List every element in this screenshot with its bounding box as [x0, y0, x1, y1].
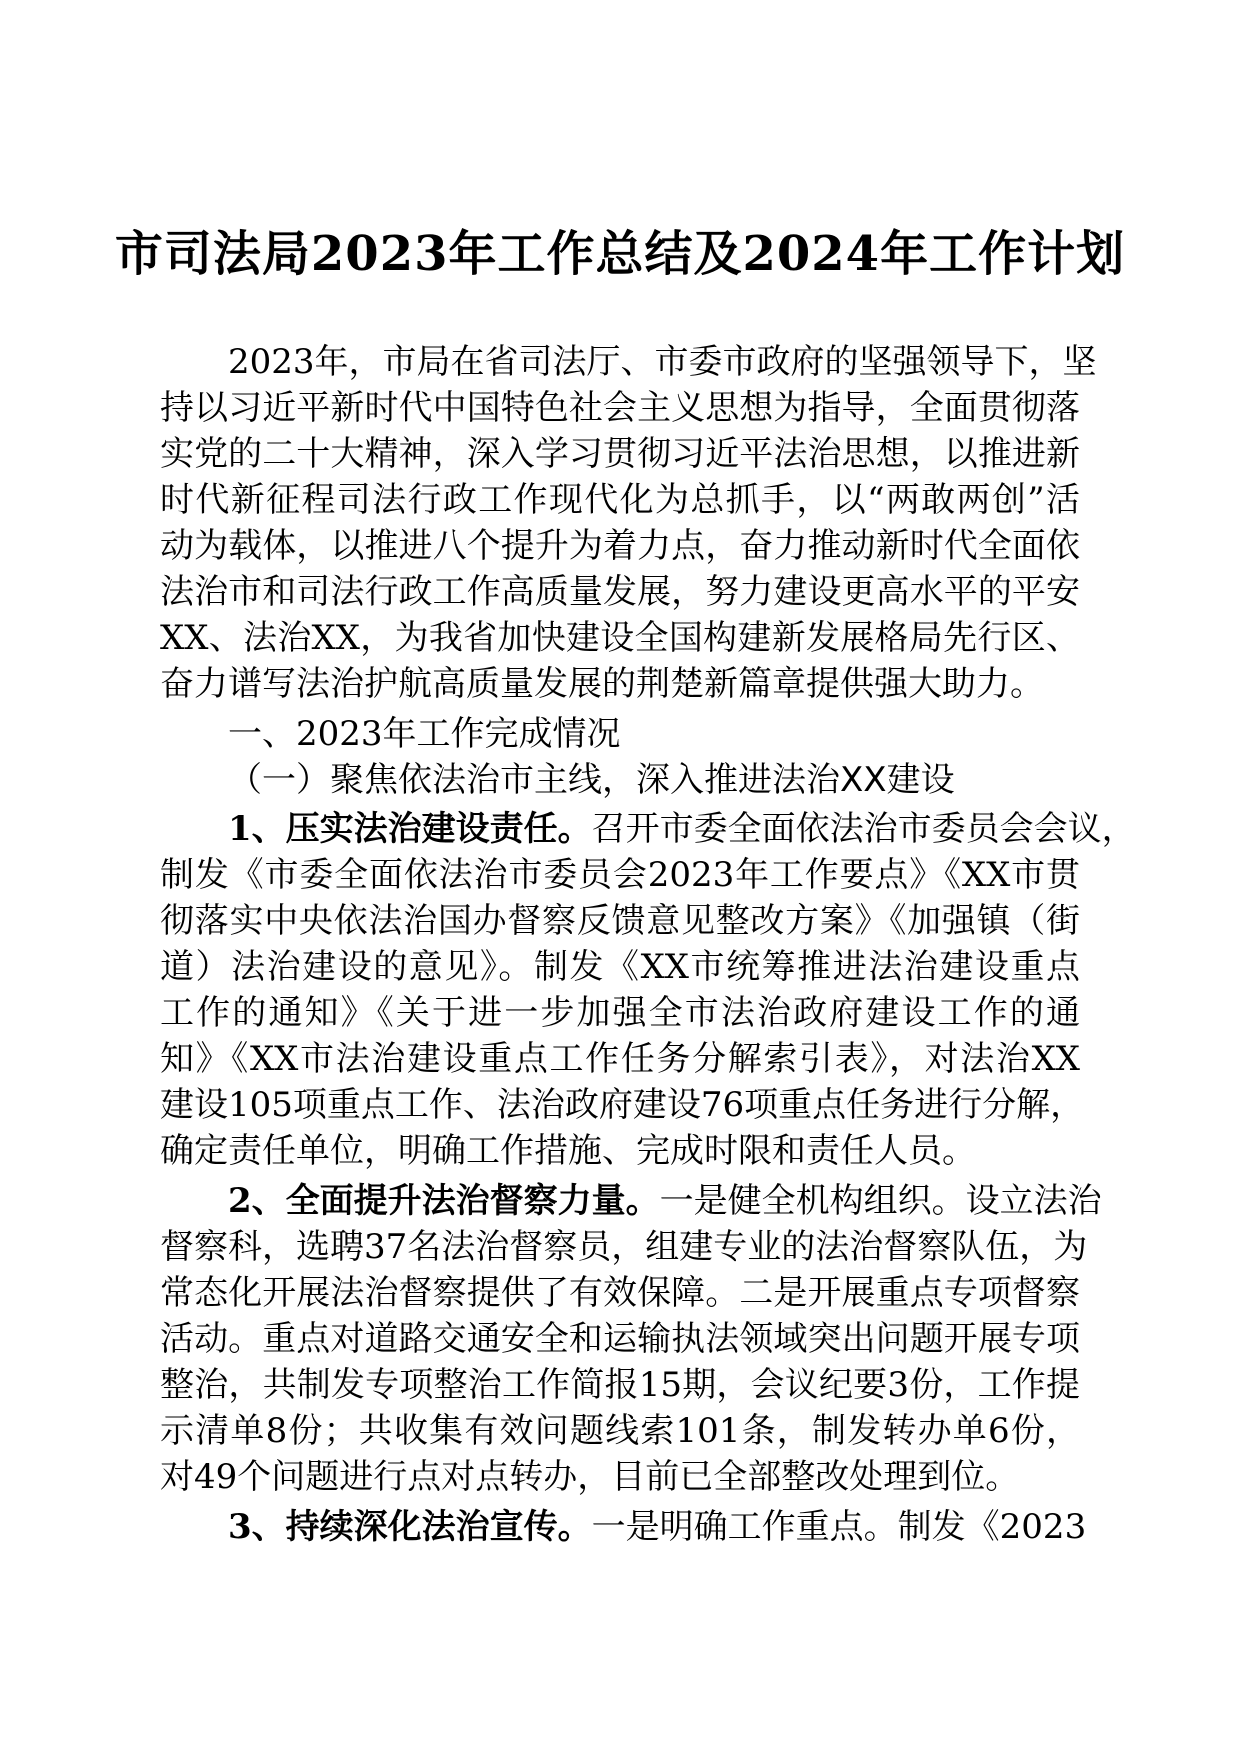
intro-line: 2023年，市局在省司法厅、市委市政府的坚强领导下，坚 [228, 342, 1097, 382]
item-1-line: 道）法治建设的意见》。制发《XX市统筹推进法治建设重点 [160, 947, 1080, 987]
item-2-text: 一是健全机构组织。设立法治 [659, 1181, 1102, 1221]
item-3-heading: 3、持续深化法治宣传。 [228, 1507, 592, 1547]
item-2-heading: 2、全面提升法治督察力量。 [228, 1181, 660, 1221]
item-1-line: 知》《XX市法治建设重点工作任务分解索引表》，对法治XX [160, 1039, 1080, 1079]
document-title: 市司法局2023年工作总结及2024年工作计划 [114, 226, 1126, 282]
item-2-line: 活动。重点对道路交通安全和运输执法领域突出问题开展专项 [160, 1319, 1080, 1359]
item-1-line: 彻落实中央依法治国办督察反馈意见整改方案》《加强镇（街 [160, 901, 1080, 941]
item-2-line: 对49个问题进行点对点转办，目前已全部整改处理到位。 [160, 1457, 1020, 1497]
item-1-line: 确定责任单位，明确工作措施、完成时限和责任人员。 [160, 1131, 976, 1171]
item-1-text: 召开市委全面依法治市委员会会议， [591, 809, 1136, 849]
intro-line: 法治市和司法行政工作高质量发展，努力建设更高水平的平安 [160, 572, 1080, 612]
subsection-heading: （一）聚焦依法治市主线，深入推进法治XX建设 [228, 760, 955, 800]
intro-line: 时代新征程司法行政工作现代化为总抓手，以“两敢两创”活 [160, 480, 1080, 520]
intro-line: 奋力谱写法治护航高质量发展的荆楚新篇章提供强大助力。 [160, 664, 1044, 704]
item-2-first-line [228, 1178, 1102, 1224]
intro-line: 实党的二十大精神，深入学习贯彻习近平法治思想，以推进新 [160, 434, 1080, 474]
item-1-line: 工作的通知》《关于进一步加强全市法治政府建设工作的通 [160, 993, 1080, 1033]
item-3-text: 一是明确工作重点。制发《2023 [591, 1507, 1087, 1547]
item-1-heading: 1、压实法治建设责任。 [228, 809, 592, 849]
item-2-line: 示清单8份；共收集有效问题线索101条，制发转办单6份， [160, 1411, 1080, 1451]
item-1-line: 制发《市委全面依法治市委员会2023年工作要点》《XX市贯 [160, 855, 1080, 895]
item-2-line: 常态化开展法治督察提供了有效保障。二是开展重点专项督察 [160, 1273, 1080, 1313]
intro-line: 动为载体，以推进八个提升为着力点，奋力推动新时代全面依 [160, 526, 1080, 566]
item-2-line: 整治，共制发专项整治工作简报15期，会议纪要3份，工作提 [160, 1365, 1080, 1405]
item-2-line: 督察科，选聘37名法治督察员，组建专业的法治督察队伍，为 [160, 1227, 1088, 1267]
section-heading: 一、2023年工作完成情况 [228, 714, 621, 754]
item-1-first-line [228, 806, 1136, 852]
item-3-first-line [228, 1504, 1087, 1550]
item-1-line: 建设105项重点工作、法治政府建设76项重点任务进行分解， [160, 1085, 1085, 1125]
intro-line: XX、法治XX，为我省加快建设全国构建新发展格局先行区、 [160, 618, 1080, 658]
intro-line: 持以习近平新时代中国特色社会主义思想为指导，全面贯彻落 [160, 388, 1080, 428]
